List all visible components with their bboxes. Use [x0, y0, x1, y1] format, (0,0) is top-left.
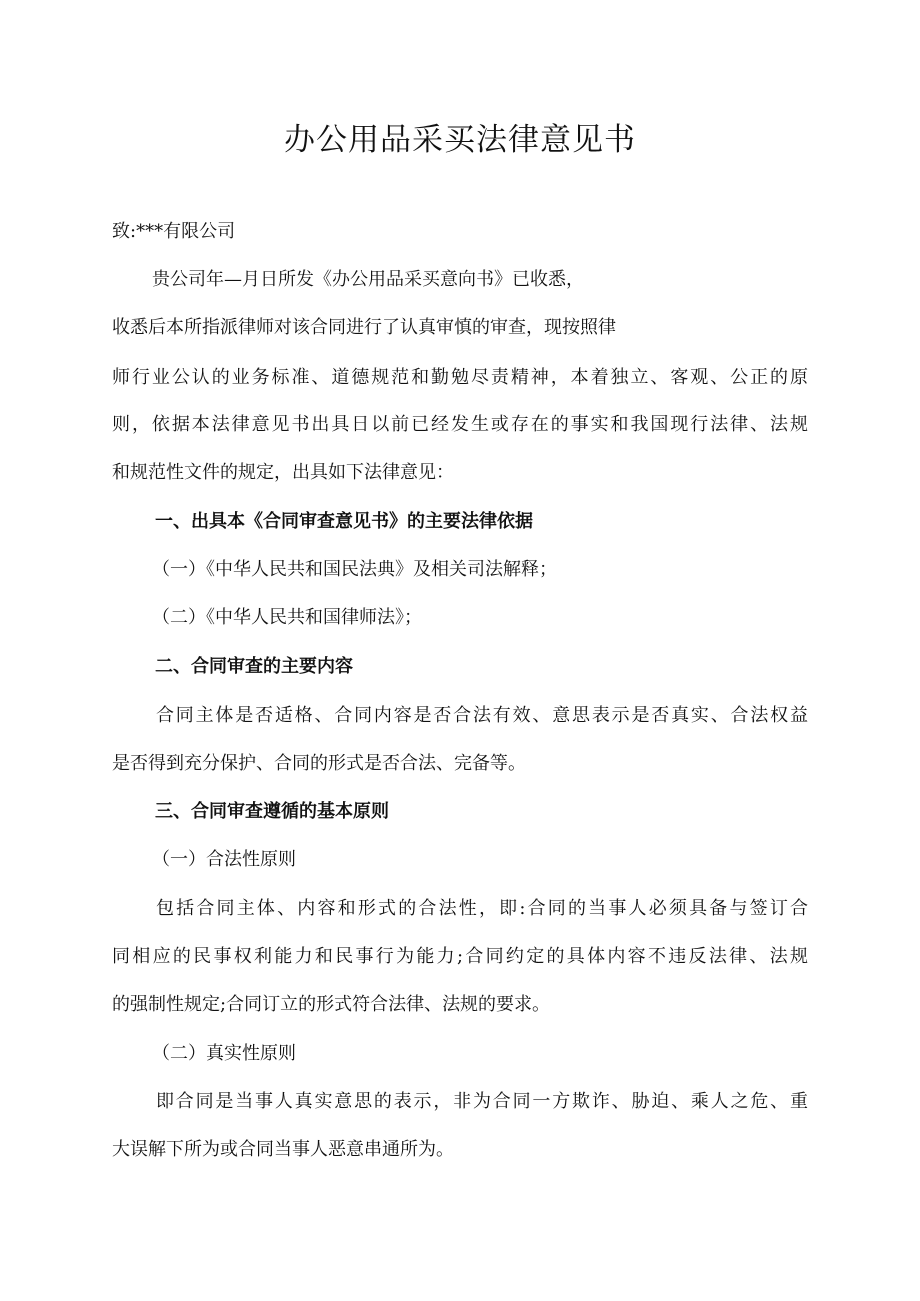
section1-item-2: （二）《中华人民共和国律师法》； [152, 607, 422, 628]
salutation: 致:***有限公司 [112, 221, 236, 242]
intro-line-4: 则，依据本法律意见书出具日以前已经发生或存在的事实和我国现行法律、法规 [112, 414, 808, 435]
section3-sub2-line-1: 即合同是当事人真实意思的表示，非为合同一方欺诈、胁迫、乘人之危、重 [156, 1091, 808, 1112]
section1-heading: 一、出具本《合同审查意见书》的主要法律依据 [155, 511, 533, 532]
section3-sub1-heading: （一）合法性原则 [152, 849, 296, 870]
section3-sub2-line-2: 大误解下所为或合同当事人恶意串通所为。 [112, 1139, 454, 1160]
section1-item-1: （一）《中华人民共和国民法典》及相关司法解释； [152, 559, 557, 580]
section2-heading: 二、合同审查的主要内容 [155, 656, 353, 677]
section2-line-1: 合同主体是否适格、合同内容是否合法有效、意思表示是否真实、合法权益 [156, 705, 808, 726]
section3-sub1-line-2: 同相应的民事权利能力和民事行为能力;合同约定的具体内容不违反法律、法规 [112, 946, 808, 967]
section3-sub2-heading: （二）真实性原则 [152, 1043, 296, 1064]
section3-heading: 三、合同审查遵循的基本原则 [155, 801, 389, 822]
section3-sub1-line-1: 包括合同主体、内容和形式的合法性，即:合同的当事人必须具备与签订合 [156, 898, 808, 919]
document-title: 办公用品采买法律意见书 [284, 122, 636, 158]
section3-sub1-line-3: 的强制性规定;合同订立的形式符合法律、法规的要求。 [112, 994, 551, 1015]
intro-line-5: 和规范性文件的规定，出具如下法律意见： [112, 462, 454, 483]
intro-line-3: 师行业公认的业务标准、道德规范和勤勉尽责精神，本着独立、客观、公正的原 [112, 367, 808, 388]
intro-line-1: 贵公司年—月日所发《办公用品采买意向书》已收悉， [152, 269, 584, 290]
intro-line-2: 收悉后本所指派律师对该合同进行了认真审慎的审查，现按照律 [112, 317, 616, 338]
section2-line-2: 是否得到充分保护、合同的形式是否合法、完备等。 [112, 753, 526, 774]
